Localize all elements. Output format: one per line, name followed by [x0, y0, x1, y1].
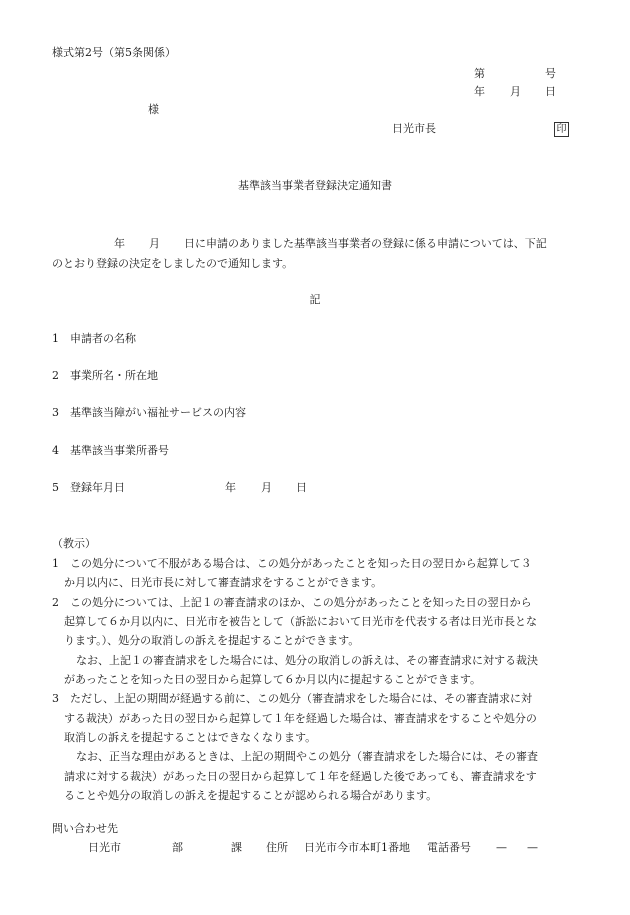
- contact-section: 課: [231, 841, 242, 854]
- contact-city: 日光市: [88, 841, 121, 854]
- issuer-name: 日光市長: [392, 122, 436, 135]
- contact-address: 日光市今市本町1番地: [304, 841, 410, 854]
- intro-line-2: のとおり登録の決定をしましたので通知します。: [52, 257, 294, 270]
- contact-heading: 問い合わせ先: [52, 822, 118, 835]
- contact-address-label: 住所: [266, 841, 288, 854]
- notice-line: 2 この処分については、上記１の審査請求のほか、この処分があったことを知った日の翌日から: [52, 596, 532, 609]
- notice-line: ることや処分の取消しの訴えを提起することが認められる場合があります。: [64, 789, 438, 802]
- contact-phone-dash-1: —: [496, 841, 507, 854]
- date-year: 年: [474, 85, 485, 98]
- item-5-year: 年: [225, 481, 236, 494]
- notice-line: があったことを知った日の翌日から起算して６か月以内に提起することができます。: [64, 673, 482, 686]
- notice-line: か月以内に、日光市長に対して審査請求をすることができます。: [64, 576, 383, 589]
- ki-heading: 記: [309, 293, 321, 306]
- item-2-no: 2: [52, 369, 59, 382]
- item-3-no: 3: [52, 406, 59, 419]
- notice-line: する裁決）があった日の翌日から起算して１年を経過した場合は、審査請求をすることや処分の: [64, 712, 537, 725]
- item-5-month: 月: [261, 481, 272, 494]
- item-1-no: 1: [52, 332, 59, 345]
- item-4-label: 基準該当事業所番号: [70, 444, 169, 457]
- notice-heading: （教示）: [52, 537, 96, 550]
- intro-month: 月: [149, 237, 160, 250]
- notice-line: 起算して６か月以内に、日光市を被告として（訴訟において日光市を代表する者は日光市長とな: [64, 615, 537, 628]
- seal-mark: 印: [554, 122, 569, 137]
- item-3-label: 基準該当障がい福祉サービスの内容: [70, 406, 246, 419]
- item-5-label: 登録年月日: [70, 481, 125, 494]
- document-title: 基準該当事業者登録決定通知書: [238, 179, 392, 192]
- notice-line: ります。）、処分の取消しの訴えを提起することができます。: [64, 634, 360, 647]
- addressee-suffix: 様: [148, 103, 159, 116]
- intro-year: 年: [114, 237, 125, 250]
- item-4-no: 4: [52, 444, 59, 457]
- contact-phone-dash-2: —: [527, 841, 538, 854]
- notice-line: 請求に対する裁決）があった日の翌日から起算して１年を経過した後であっても、審査請求をす: [64, 770, 537, 783]
- item-5-no: 5: [52, 481, 59, 494]
- notice-line: 取消しの訴えを提起することはできなくなります。: [64, 731, 317, 744]
- item-1-label: 申請者の名称: [70, 332, 136, 345]
- date-month: 月: [510, 85, 521, 98]
- form-number: 様式第2号（第5条関係）: [52, 46, 176, 59]
- doc-number-prefix: 第: [474, 67, 485, 80]
- notice-line: なお、正当な理由があるときは、上記の期間やこの処分（審査請求をした場合には、その審査: [76, 750, 538, 763]
- item-2-label: 事業所名・所在地: [70, 369, 158, 382]
- date-day: 日: [545, 85, 556, 98]
- notice-line: なお、上記１の審査請求をした場合には、処分の取消しの訴えは、その審査請求に対する裁決: [76, 654, 538, 667]
- intro-line-1: 日に申請のありました基準該当事業者の登録に係る申請については、下記: [184, 237, 547, 250]
- notice-line: 3 ただし、上記の期間が経過する前に、この処分（審査請求をした場合には、その審査請求に対: [52, 692, 532, 705]
- contact-phone-label: 電話番号: [427, 841, 471, 854]
- doc-number-suffix: 号: [545, 67, 556, 80]
- notice-line: 1 この処分について不服がある場合は、この処分があったことを知った日の翌日から起算して３: [52, 557, 532, 570]
- contact-dept: 部: [172, 841, 183, 854]
- item-5-day: 日: [296, 481, 307, 494]
